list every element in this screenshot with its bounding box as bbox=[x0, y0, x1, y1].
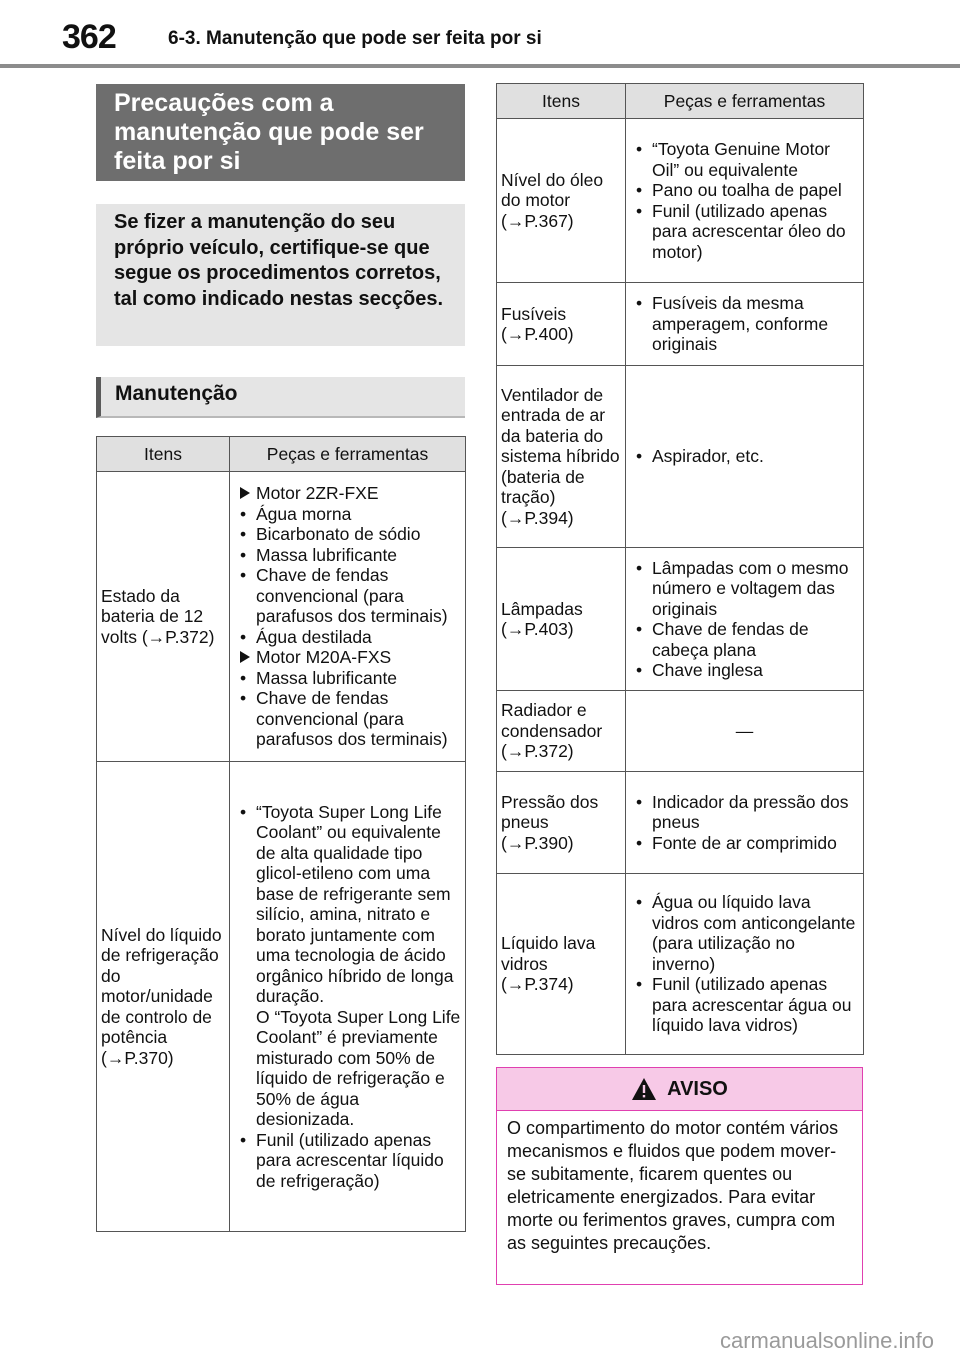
table-row bbox=[497, 283, 864, 366]
table-row bbox=[497, 691, 864, 772]
parts-item: • Água morna bbox=[234, 504, 461, 525]
parts-item: • Funil (utilizado apenas para acrescentar óleo do motor) bbox=[630, 201, 859, 263]
parts-list bbox=[630, 558, 859, 681]
parts-list bbox=[234, 483, 461, 750]
table-row bbox=[497, 366, 864, 548]
warning-header bbox=[497, 1068, 862, 1111]
watermark: carmanualsonline.info bbox=[719, 1328, 934, 1353]
page-header-title: 6-3. Manutenção que pode ser feita por si bbox=[168, 28, 542, 49]
parts-item: • Chave de fendas de cabeça plana bbox=[630, 619, 859, 660]
parts-item: • “Toyota Genuine Motor Oil” ou equivalente bbox=[630, 139, 859, 180]
parts-item: • Água ou líquido lava vidros com anticongelante (para utilização no inverno) bbox=[630, 892, 859, 974]
parts-item: • Chave de fendas convencional (para parafusos dos terminais) bbox=[234, 688, 461, 750]
parts-list bbox=[234, 802, 461, 1192]
row-parts bbox=[626, 366, 864, 548]
engine-heading: Motor 2ZR-FXE bbox=[234, 483, 461, 504]
header-parts: Peças e ferramentas bbox=[626, 84, 864, 119]
parts-list bbox=[630, 892, 859, 1036]
header-parts: Peças e ferramentas bbox=[230, 437, 466, 472]
table-row bbox=[97, 762, 466, 1232]
row-item: Fusíveis (→P.400) bbox=[497, 283, 626, 366]
intro-text: Se fizer a manutenção do seu próprio veículo, certifique-se que segue os procedimentos corretos, tal como indicado nestas secções. bbox=[96, 204, 465, 346]
row-item: Ventilador de entrada de ar da bateria do sistema híbrido (bateria de tração) (→P.394) bbox=[497, 366, 626, 548]
parts-item: • Massa lubrificante bbox=[234, 545, 461, 566]
parts-item: • Chave inglesa bbox=[630, 660, 859, 681]
not-applicable-dash: — bbox=[735, 720, 754, 741]
header-rule bbox=[0, 64, 960, 68]
parts-item: • Chave de fendas convencional (para parafusos dos terminais) bbox=[234, 565, 461, 627]
section-title: Precauções com a manutenção que pode ser feita por si bbox=[96, 84, 465, 181]
warning-triangle-icon bbox=[631, 1077, 657, 1101]
row-parts bbox=[626, 772, 864, 874]
parts-item: • Bicarbonato de sódio bbox=[234, 524, 461, 545]
parts-item: • Pano ou toalha de papel bbox=[630, 180, 859, 201]
maintenance-heading: Manutenção bbox=[96, 377, 465, 418]
parts-item: • Funil (utilizado apenas para acrescentar líquido de refrigeração) bbox=[234, 1130, 461, 1192]
row-parts bbox=[230, 472, 466, 762]
parts-item: • Fusíveis da mesma amperagem, conforme originais bbox=[630, 293, 859, 355]
parts-note: O “Toyota Super Long Life Coolant” é previamente misturado com 50% de líquido de refrigeração e 50% de água desionizada. bbox=[256, 1006, 461, 1130]
parts-item: • Funil (utilizado apenas para acrescentar água ou líquido lava vidros) bbox=[630, 974, 859, 1036]
row-parts bbox=[626, 874, 864, 1055]
parts-item: • Lâmpadas com o mesmo número e voltagem das originais bbox=[630, 558, 859, 620]
table-row bbox=[497, 119, 864, 283]
parts-item: • Fonte de ar comprimido bbox=[630, 833, 859, 854]
header-items: Itens bbox=[497, 84, 626, 119]
table-row bbox=[497, 874, 864, 1055]
row-parts bbox=[626, 119, 864, 283]
parts-list bbox=[630, 293, 859, 355]
warning-box bbox=[496, 1067, 863, 1285]
row-item: Nível do líquido de refrigeração do motor/unidade de controlo de potência (→P.370) bbox=[97, 762, 230, 1232]
warning-title: AVISO bbox=[667, 1077, 728, 1100]
row-item: Nível do óleo do motor (→P.367) bbox=[497, 119, 626, 283]
header-items: Itens bbox=[97, 437, 230, 472]
parts-item: • Indicador da pressão dos pneus bbox=[630, 792, 859, 833]
parts-item: • Aspirador, etc. bbox=[630, 446, 859, 467]
page-number: 362 bbox=[62, 18, 116, 56]
row-parts bbox=[626, 691, 864, 772]
table-header-row bbox=[97, 437, 466, 472]
parts-list bbox=[630, 139, 859, 262]
row-parts bbox=[626, 548, 864, 691]
parts-item: • Água destilada bbox=[234, 627, 461, 648]
maintenance-table-left bbox=[96, 436, 466, 1232]
warning-text: O compartimento do motor contém vários mecanismos e fluidos que podem mover-se subitamente, ficarem quentes ou eletricamente energizados. Para evitar morte ou ferimentos graves, cumpra com as seguintes precauções. bbox=[507, 1118, 839, 1253]
row-parts bbox=[230, 762, 466, 1232]
table-header-row bbox=[497, 84, 864, 119]
row-item: Pressão dos pneus (→P.390) bbox=[497, 772, 626, 874]
row-item: Estado da bateria de 12 volts (→P.372) bbox=[97, 472, 230, 762]
parts-item: • Massa lubrificante bbox=[234, 668, 461, 689]
row-item: Radiador e condensador (→P.372) bbox=[497, 691, 626, 772]
maintenance-table-right bbox=[496, 83, 864, 1055]
table-row bbox=[497, 772, 864, 874]
row-item: Líquido lava vidros (→P.374) bbox=[497, 874, 626, 1055]
row-item: Lâmpadas (→P.403) bbox=[497, 548, 626, 691]
parts-list bbox=[630, 792, 859, 854]
parts-item: • “Toyota Super Long Life Coolant” ou equivalente de alta qualidade tipo glicol-etileno com uma base de refrigerante sem silício, amina, nitrato e borato juntamente com uma tecnologia de ácido orgânico híbrido de longa duração. bbox=[234, 802, 461, 1007]
engine-heading: Motor M20A-FXS bbox=[234, 647, 461, 668]
table-row bbox=[97, 472, 466, 762]
parts-list bbox=[630, 446, 859, 467]
table-row bbox=[497, 548, 864, 691]
row-parts bbox=[626, 283, 864, 366]
